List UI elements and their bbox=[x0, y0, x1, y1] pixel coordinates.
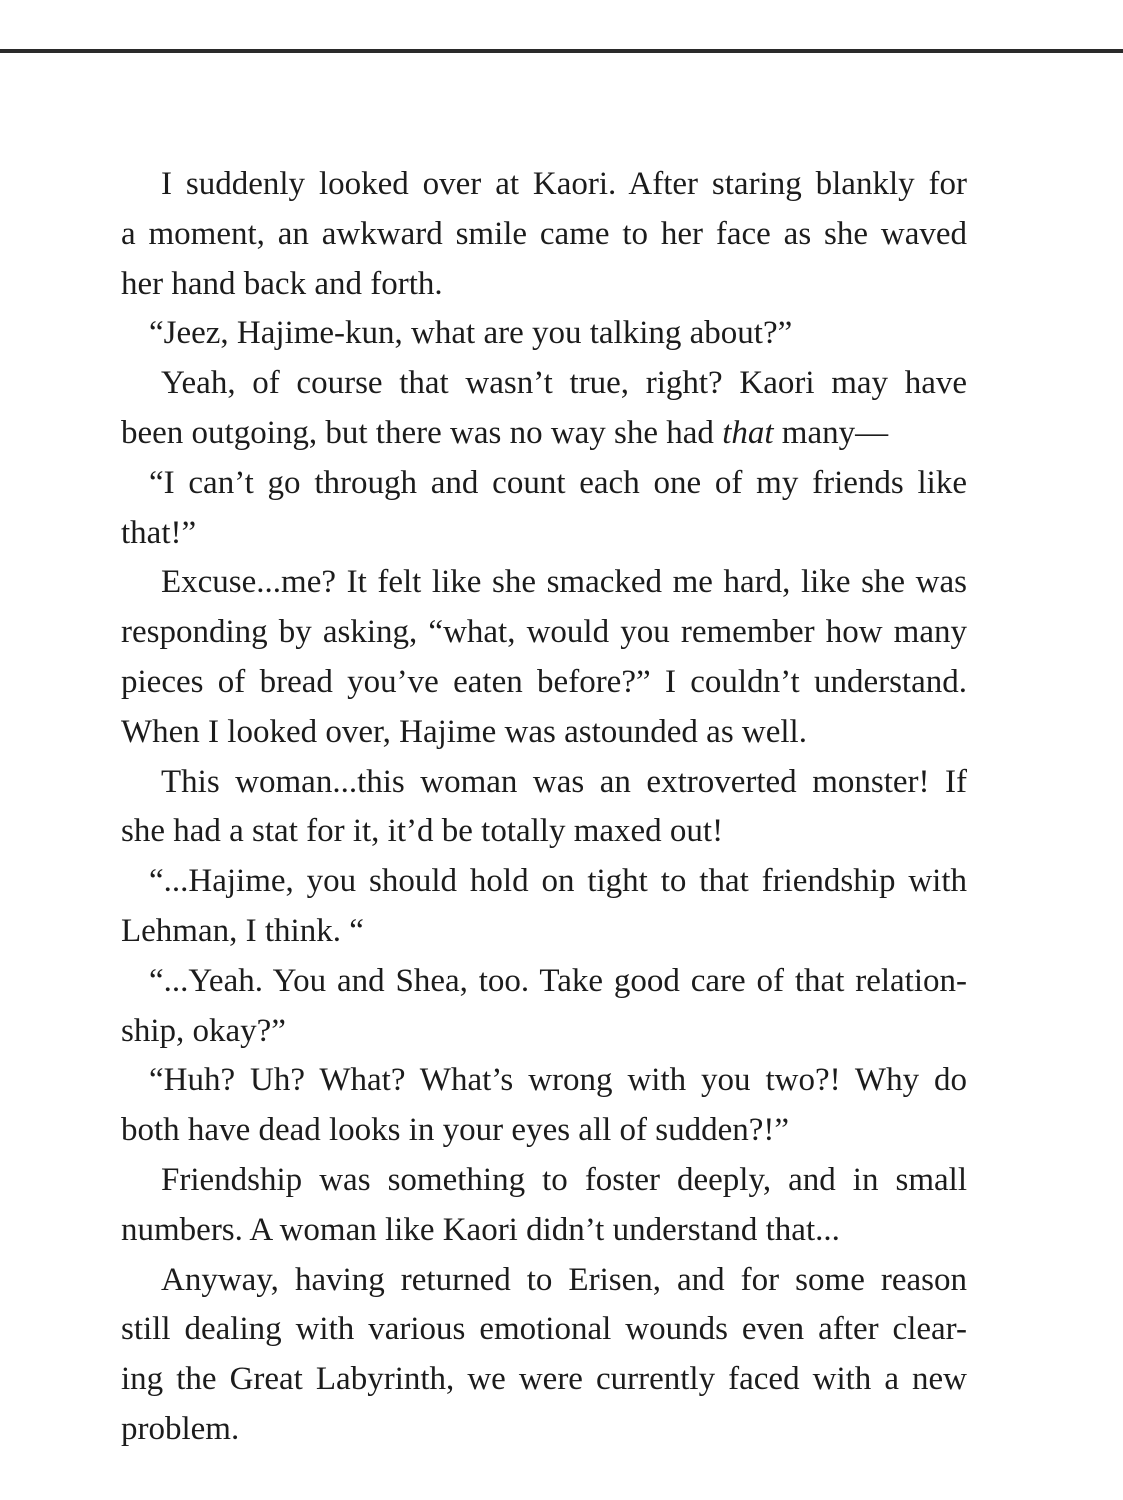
text-line: still dealing with various emotional wounds even after clear- bbox=[121, 1311, 967, 1348]
text-line: responding by asking, “what, would you remember how many bbox=[121, 614, 967, 651]
text-line: “...Yeah. You and Shea, too. Take good care of that relation- bbox=[149, 962, 967, 999]
page-text bbox=[121, 160, 967, 1455]
text-line: she had a stat for it, it’d be totally maxed out! bbox=[121, 813, 724, 850]
text-segment: many— bbox=[773, 414, 889, 451]
text-line: problem. bbox=[121, 1410, 240, 1447]
top-rule bbox=[0, 49, 1123, 53]
text-line: ship, okay?” bbox=[121, 1012, 286, 1049]
text-line: numbers. A woman like Kaori didn’t understand that... bbox=[121, 1211, 840, 1248]
text-line: When I looked over, Hajime was astounded as well. bbox=[121, 713, 807, 750]
italic-emphasis: that bbox=[722, 414, 774, 451]
text-line: Anyway, having returned to Erisen, and for some reason bbox=[161, 1261, 967, 1298]
text-line: ing the Great Labyrinth, we were currently faced with a new bbox=[121, 1361, 967, 1398]
text-line: both have dead looks in your eyes all of sudden?!” bbox=[121, 1112, 790, 1149]
text-line: that!” bbox=[121, 514, 197, 551]
text-line: Yeah, of course that wasn’t true, right? Kaori may have bbox=[161, 365, 967, 402]
text-line: “...Hajime, you should hold on tight to that friendship with bbox=[149, 863, 967, 900]
text-line: “I can’t go through and count each one of my friends like bbox=[149, 464, 967, 501]
text-line: “Huh? Uh? What? What’s wrong with you two?! Why do bbox=[149, 1062, 967, 1099]
text-line: Friendship was something to foster deeply, and in small bbox=[161, 1161, 967, 1198]
text-line: Excuse...me? It felt like she smacked me hard, like she was bbox=[161, 564, 967, 601]
text-line: This woman...this woman was an extroverted monster! If bbox=[161, 763, 967, 800]
text-line: I suddenly looked over at Kaori. After staring blankly for bbox=[161, 166, 967, 202]
text-line: Lehman, I think. “ bbox=[121, 912, 364, 949]
text-segment: been outgoing, but there was no way she had bbox=[121, 414, 723, 451]
text-line: “Jeez, Hajime-kun, what are you talking about?” bbox=[149, 315, 793, 352]
text-line: her hand back and forth. bbox=[121, 265, 443, 302]
text-line: a moment, an awkward smile came to her face as she waved bbox=[121, 215, 967, 252]
text-line: pieces of bread you’ve eaten before?” I couldn’t understand. bbox=[121, 663, 967, 700]
text-line bbox=[121, 409, 967, 459]
